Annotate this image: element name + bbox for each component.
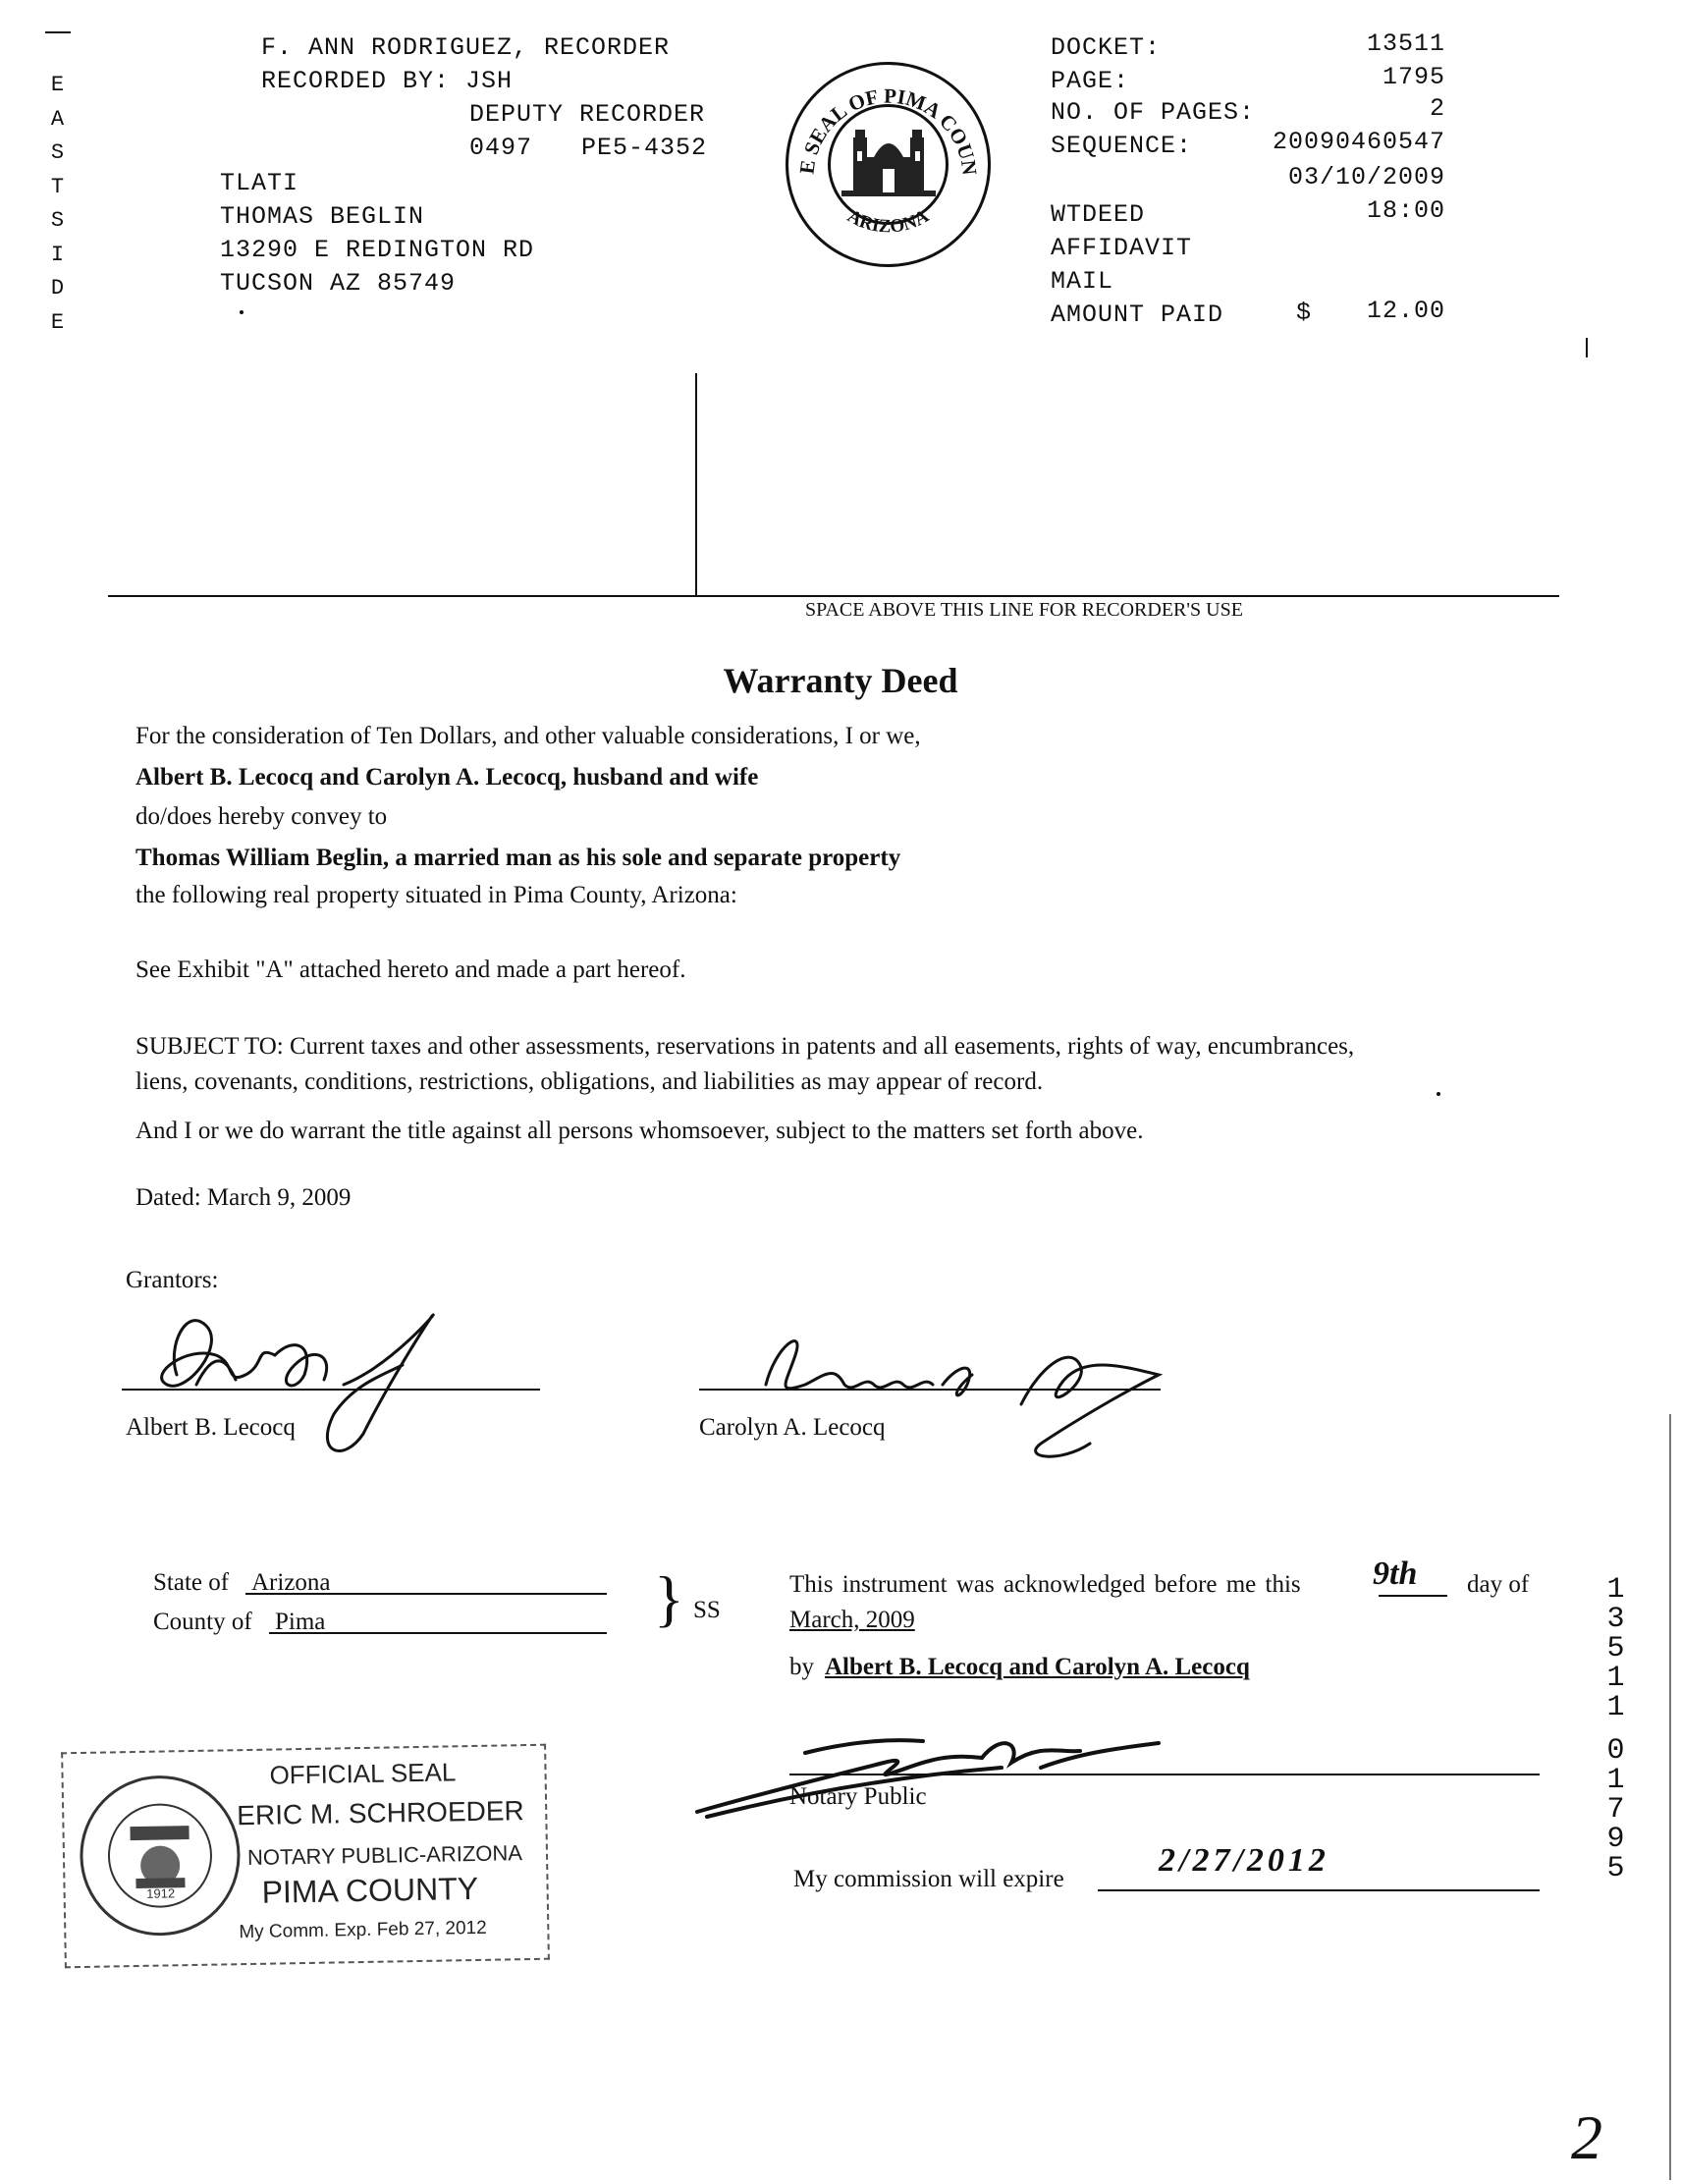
pages-value: 2: [1429, 94, 1445, 123]
recorder-name: F. ANN RODRIGUEZ, RECORDER: [261, 33, 671, 62]
day-of: day of: [1467, 1571, 1530, 1598]
grantee-name: Thomas William Beglin, a married man as his sole and separate property: [136, 845, 901, 871]
grantor1-name: Albert B. Lecocq: [126, 1414, 296, 1441]
eastside-margin-label: [43, 69, 73, 340]
day-fill-line: [1379, 1595, 1447, 1597]
county-label: County of: [153, 1609, 252, 1635]
warrant-text: And I or we do warrant the title against all persons whomsoever, subject to the matters set forth above.: [136, 1118, 1144, 1144]
notary-public-label: Notary Public: [789, 1783, 927, 1810]
return-line: TLATI: [220, 169, 299, 197]
page-edge-line: [1669, 1414, 1671, 2180]
margin-letter: I: [50, 242, 66, 267]
mail-label: MAIL: [1051, 267, 1114, 296]
arizona-state-seal: [75, 1771, 244, 1940]
margin-letter: D: [50, 276, 66, 300]
deed-title: Warranty Deed: [723, 661, 958, 700]
exhibit-text: See Exhibit "A" attached hereto and made a part hereof.: [136, 956, 686, 983]
ack-text: This instrument was acknowledged before me this: [789, 1571, 1301, 1598]
day-value: 9th: [1373, 1556, 1418, 1592]
seal-bottom-text: ARIZONA: [843, 205, 933, 238]
notary-stamp: [61, 1744, 550, 1969]
margin-letter: S: [50, 140, 66, 165]
page-label: PAGE:: [1051, 67, 1130, 95]
sequence-value: 20090460547: [1272, 128, 1445, 156]
property-situated: the following real property situated in Pima County, Arizona:: [136, 882, 737, 908]
stamp-line-4: PIMA COUNTY: [261, 1870, 479, 1910]
margin-letter: A: [50, 106, 66, 132]
side-stamp-digit: 1: [1606, 1691, 1626, 1724]
margin-letter: T: [50, 174, 66, 199]
record-date: 03/10/2009: [1287, 163, 1445, 191]
recorded-by: RECORDED BY: JSH: [261, 67, 514, 95]
side-docket-stamp: [1597, 1575, 1636, 1884]
pages-label: NO. OF PAGES:: [1051, 98, 1256, 127]
return-line: THOMAS BEGLIN: [220, 202, 425, 231]
corner-tick: [45, 31, 71, 33]
pima-county-seal: [783, 59, 994, 270]
recorder-use-note: SPACE ABOVE THIS LINE FOR RECORDER'S USE: [805, 599, 1243, 621]
doc-type: WTDEED: [1051, 200, 1146, 229]
affidavit-label: AFFIDAVIT: [1051, 234, 1193, 262]
recorder-code-1: 0497: [469, 134, 533, 162]
seal-year: 1912: [146, 1885, 176, 1901]
docket-label: DOCKET:: [1051, 33, 1162, 62]
amount-label: AMOUNT PAID: [1051, 300, 1224, 329]
side-stamp-digit: 9: [1606, 1823, 1626, 1856]
amount-value: 12.00: [1366, 297, 1445, 325]
recorder-box-divider: [695, 373, 697, 595]
ack-names: Albert B. Lecocq and Carolyn A. Lecocq: [825, 1654, 1250, 1680]
stamp-line-3: NOTARY PUBLIC-ARIZONA: [246, 1840, 523, 1871]
recorder-use-line: [108, 595, 1559, 597]
side-stamp-digit: 1: [1606, 1764, 1626, 1797]
side-stamp-digit: 3: [1606, 1603, 1626, 1636]
return-line: TUCSON AZ 85749: [220, 269, 457, 298]
subject-to-line-1: SUBJECT TO: Current taxes and other assessments, reservations in patents and all easements, rights of way, encumbrances,: [136, 1033, 1355, 1060]
state-label: State of: [153, 1569, 230, 1596]
county-fill-line: [269, 1632, 607, 1634]
notary-signature: [687, 1723, 1198, 1831]
subject-to-line-2: liens, covenants, conditions, restrictions, obligations, and liabilities as may appear of record.: [136, 1068, 1044, 1095]
stamp-line-2: ERIC M. SCHROEDER: [236, 1795, 524, 1831]
commission-date: 2/27/2012: [1159, 1842, 1329, 1879]
ss-label: SS: [693, 1597, 721, 1623]
recorder-code-2: PE5-4352: [581, 134, 708, 162]
dated-text: Dated: March 9, 2009: [136, 1184, 352, 1211]
stray-dot: [240, 310, 244, 314]
stamp-line-1: OFFICIAL SEAL: [269, 1757, 457, 1790]
svg-text:ARIZONA: [843, 205, 932, 237]
state-fill-line: [245, 1593, 607, 1595]
grantors-names: Albert B. Lecocq and Carolyn A. Lecocq, husband and wife: [136, 764, 759, 791]
page-value: 1795: [1382, 63, 1445, 91]
margin-tick: [1586, 338, 1588, 357]
stamp-line-5: My Comm. Exp. Feb 27, 2012: [239, 1917, 487, 1943]
margin-letter: S: [50, 208, 66, 233]
consideration-text: For the consideration of Ten Dollars, and other valuable considerations, I or we,: [136, 723, 921, 749]
page-mark: 2: [1571, 2102, 1602, 2172]
state-value: Arizona: [251, 1569, 331, 1596]
side-stamp-digit: 0: [1606, 1734, 1626, 1768]
grantors-label: Grantors:: [126, 1267, 219, 1293]
month-year: March, 2009: [789, 1607, 915, 1633]
stray-dot: [1437, 1092, 1440, 1096]
margin-letter: E: [50, 73, 66, 97]
currency-symbol: $: [1296, 299, 1313, 327]
grantor2-name: Carolyn A. Lecocq: [699, 1414, 886, 1441]
side-stamp-digit: 1: [1606, 1573, 1626, 1607]
by-label: by: [789, 1654, 814, 1680]
margin-letter: E: [50, 309, 66, 335]
side-stamp-digit: 1: [1606, 1662, 1626, 1695]
deputy-recorder: DEPUTY RECORDER: [469, 100, 706, 129]
county-value: Pima: [275, 1609, 326, 1635]
record-time: 18:00: [1366, 196, 1445, 225]
docket-value: 13511: [1366, 29, 1445, 58]
side-stamp-digit: 5: [1606, 1852, 1626, 1885]
commission-fill-line: [1098, 1889, 1540, 1891]
commission-label: My commission will expire: [793, 1866, 1064, 1892]
convey-text: do/does hereby convey to: [136, 803, 388, 830]
side-stamp-digit: 5: [1606, 1632, 1626, 1665]
brace: }: [654, 1563, 684, 1633]
sequence-label: SEQUENCE:: [1051, 132, 1193, 160]
return-line: 13290 E REDINGTON RD: [220, 236, 535, 264]
seal-top-text: E SEAL OF PIMA COUN: [794, 83, 982, 177]
side-stamp-digit: 7: [1606, 1793, 1626, 1827]
